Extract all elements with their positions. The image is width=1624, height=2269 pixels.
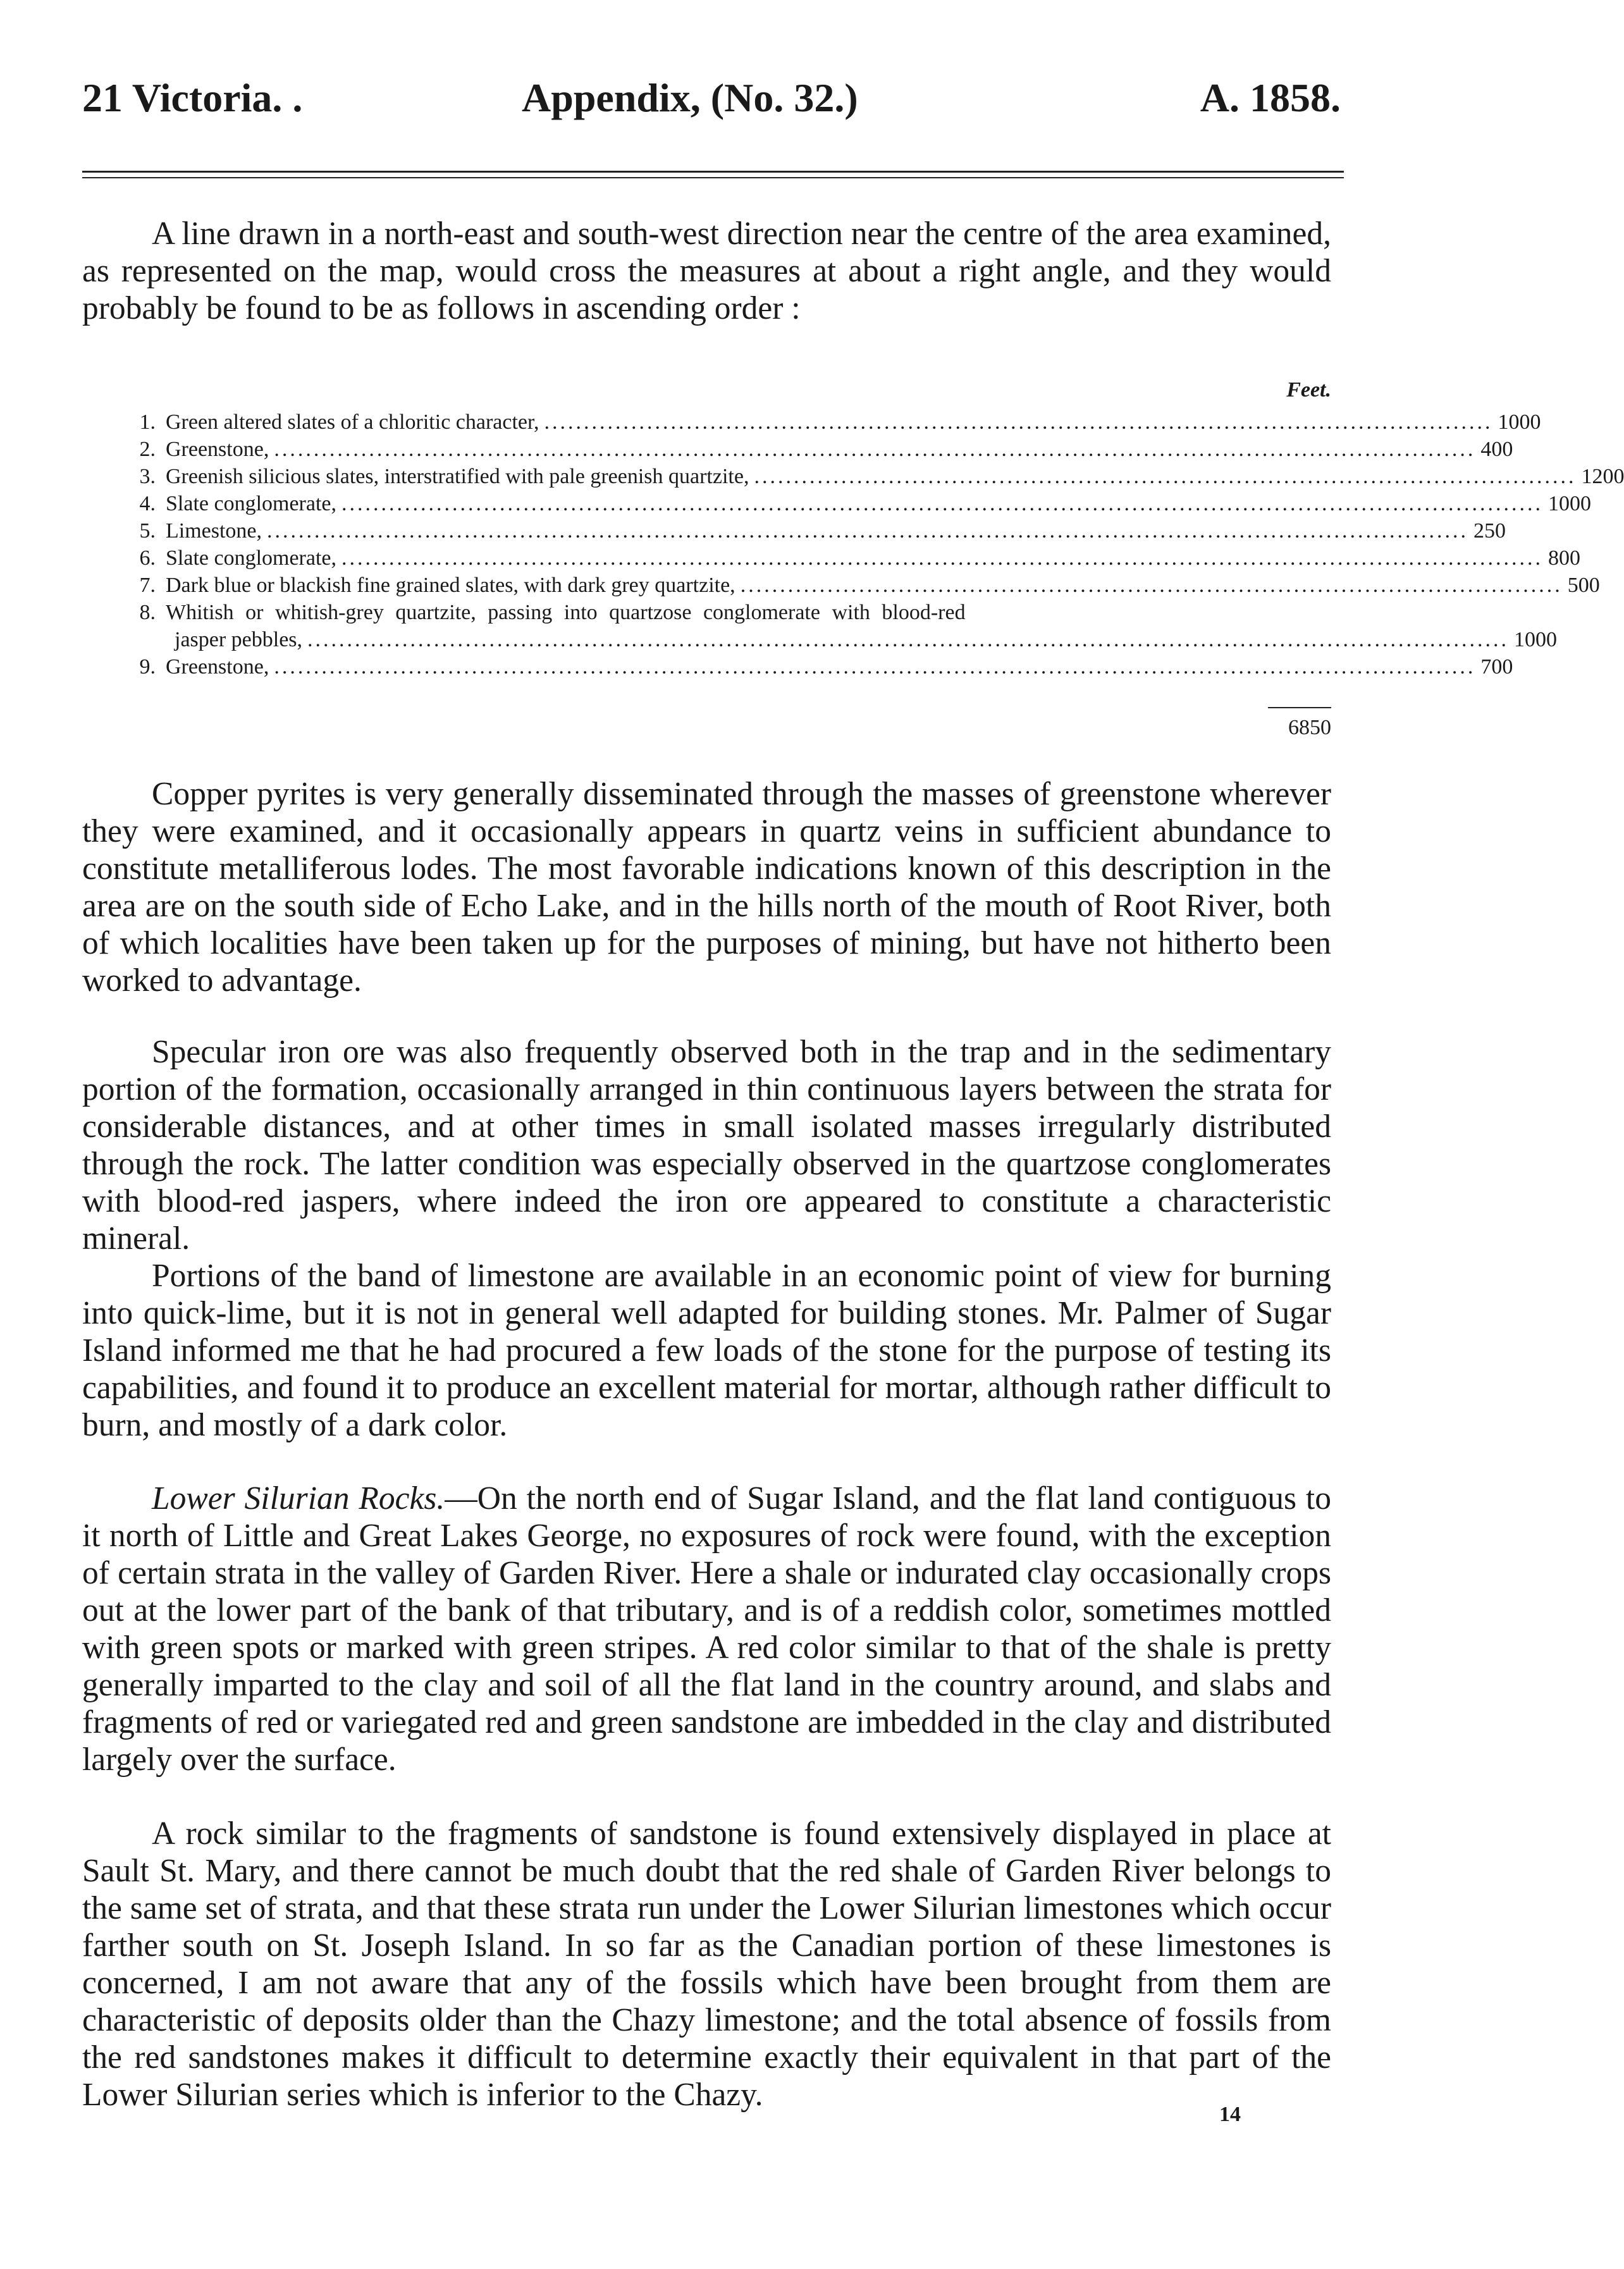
row-number: 8. (139, 601, 156, 624)
row-number: 3. (139, 465, 156, 488)
row-value: 1000 (1514, 628, 1558, 651)
dot-leader: ........................................................................................................................................................ (274, 655, 1476, 679)
paragraph-specular-iron: Specular iron ore was also frequently observed both in the trap and in the sedimentary portion of the formation, occasionally arranged in thin continuous layers between the strata for considerable distances, and at other times in small isolated masses irregularly distributed through the rock. The latter condition was especially observed in the quartzose conglomerates with blood-red jaspers, where indeed the iron ore appeared to constitute a characteristic mineral. (82, 1034, 1331, 1257)
row-description: Greenstone, (166, 655, 269, 679)
row-number: 1. (139, 410, 156, 434)
header-rule-top (82, 171, 1344, 173)
table-row (134, 544, 1581, 572)
row-number: 9. (139, 655, 156, 679)
row-description: Slate conglomerate, (166, 492, 337, 515)
intro-paragraph: A line drawn in a north-east and south-west direction near the centre of the area examined, as represented on the map, would cross the measures at about a right angle, and they would probably be found to be as follows in ascending order : (82, 216, 1331, 326)
row-number: 4. (139, 492, 156, 515)
section-heading-lower-silurian: Lower Silurian Rocks. (152, 1480, 445, 1516)
row-description: Limestone, (166, 519, 262, 543)
dot-leader: ........................................................................................................................................................ (267, 519, 1469, 543)
dot-leader: ........................................................................................................ (754, 465, 1577, 488)
running-header (82, 75, 1341, 132)
table-row (134, 653, 1513, 680)
dot-leader: ........................................................................................................................................................ (307, 628, 1510, 651)
row-description: Dark blue or blackish fine grained slates, with dark grey quartzite, (166, 574, 735, 597)
dot-leader: ........................................................................................................................................................ (341, 492, 1544, 515)
row-value: 800 (1548, 546, 1581, 570)
row-description: Whitish or whitish-grey quartzite, passing into quartzose conglomerate with blood-red (166, 601, 966, 624)
row-value: 1000 (1498, 410, 1541, 434)
row-number: 7. (139, 574, 156, 597)
header-rule-bottom (82, 177, 1344, 178)
header-session: 21 Victoria. . (82, 75, 303, 120)
header-year: A. 1858. (1200, 75, 1341, 120)
dot-leader: ........................................................................................................................ (544, 410, 1493, 434)
table-row (134, 463, 1624, 490)
sum-rule (1268, 707, 1331, 708)
strata-table (134, 409, 1624, 680)
paragraph-copper-pyrites: Copper pyrites is very generally disseminated through the masses of greenstone wherever they were examined, and it occasionally appears in quartz veins in sufficient abundance to constitute metalliferous lodes. The most favorable indications known of this description in the area are on the south side of Echo Lake, and in the hills north of the mouth of Root River, both of which localities have been taken up for the purposes of mining, but have not hitherto been worked to advantage. (82, 776, 1331, 999)
paragraph-sandstone: A rock similar to the fragments of sandstone is found extensively displayed in place at Sault St. Mary, and there cannot be much doubt that the red shale of Garden River belongs to the same set of strata, and that these strata run under the Lower Silurian limestones which occur farther south on St. Joseph Island. In so far as the Canadian portion of these limestones is concerned, I am not aware that any of the fossils which have been brought from them are characteristic of deposits older than the Chazy limestone; and the total absence of fossils from the red sandstones makes it difficult to determine exactly their equivalent in that part of the Lower Silurian series which is inferior to the Chazy. (82, 1816, 1331, 2113)
header-appendix: Appendix, (No. 32.) (522, 75, 858, 120)
row-value: 250 (1473, 519, 1506, 543)
table-row (134, 436, 1513, 463)
paragraph-limestone: Portions of the band of limestone are available in an economic point of view for burning into quick-lime, but it is not in general well adapted for building stones. Mr. Palmer of Sugar Island informed me that he had procured a few loads of the stone for the purpose of testing its capabilities, and found it to produce an excellent material for mortar, although rather difficult to burn, and mostly of a dark color. (82, 1258, 1331, 1443)
row-value: 400 (1480, 438, 1513, 461)
row-description: Greenish silicious slates, interstratified with pale greenish quartzite, (166, 465, 749, 488)
row-value: 700 (1480, 655, 1513, 679)
table-row (134, 517, 1506, 544)
table-unit-header: Feet. (1286, 378, 1331, 402)
page-number: 14 (1219, 2103, 1241, 2126)
row-description: Slate conglomerate, (166, 546, 337, 570)
paragraph-lower-silurian (82, 1480, 1331, 1778)
table-row-continuation (134, 626, 1558, 653)
row-value: 1200 (1581, 465, 1624, 488)
dot-leader: ........................................................................................................................................................ (274, 438, 1476, 461)
row-description: Green altered slates of a chloritic character, (166, 410, 539, 434)
table-row (134, 409, 1541, 436)
dot-leader: ........................................................................................................................................................ (341, 546, 1544, 570)
table-row (134, 490, 1592, 517)
row-number: 5. (139, 519, 156, 543)
row-value: 1000 (1548, 492, 1592, 515)
row-value: 500 (1567, 574, 1600, 597)
dot-leader: ........................................................................................................ (740, 574, 1563, 597)
row-number: 2. (139, 438, 156, 461)
paragraph-lower-silurian-body: —On the north end of Sugar Island, and the flat land contiguous to it north of Little and Great Lakes George, no exposures of rock were found, with the exception of certain strata in the valley of Garden River. Here a shale or indurated clay occasionally crops out at the lower part of the bank of that tributary, and is of a reddish color, sometimes mottled with green spots or marked with green stripes. A red color similar to that of the shale is pretty generally imparted to the clay and soil of all the flat land in the country around, and slabs and fragments of red or variegated red and green sandstone are imbedded in the clay and distributed largely over the surface. (82, 1480, 1331, 1778)
table-total: 6850 (1288, 716, 1331, 739)
row-description: Greenstone, (166, 438, 269, 461)
row-number: 6. (139, 546, 156, 570)
table-row (134, 599, 1331, 626)
table-row (134, 572, 1600, 599)
row-description-continued: jasper pebbles, (175, 628, 303, 651)
